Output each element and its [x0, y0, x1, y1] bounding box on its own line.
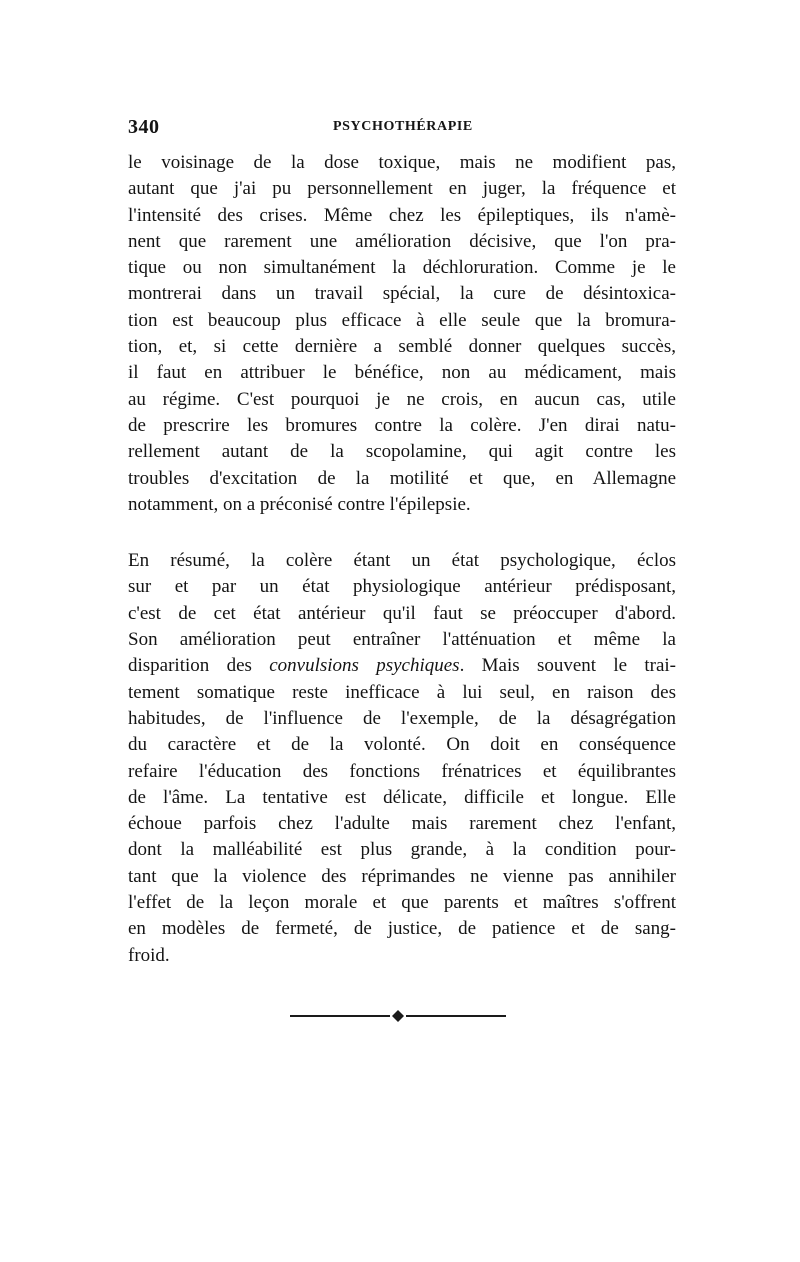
- text-line: l'effet de la leçon morale et que parents et maîtres s'offrent: [128, 892, 676, 914]
- text-line: il faut en attribuer le bénéfice, non au médicament, mais: [128, 362, 676, 384]
- page-number: 340: [128, 116, 160, 138]
- text-line: nent que rarement une amélioration décisive, que l'on pra-: [128, 230, 676, 252]
- text-line: de prescrire les bromures contre la colère. J'en dirai natu-: [128, 414, 676, 436]
- text-line: habitudes, de l'influence de l'exemple, de la désagrégation: [128, 707, 676, 729]
- tailpiece-rule-right: [406, 1015, 506, 1017]
- text-line: tant que la violence des réprimandes ne vienne pas annihiler: [128, 865, 676, 887]
- text-line: échoue parfois chez l'adulte mais rarement chez l'enfant,: [128, 813, 676, 835]
- text-line: troubles d'excitation de la motilité et que, en Allemagne: [128, 467, 676, 489]
- paragraph: [128, 150, 676, 518]
- body-text: [128, 150, 676, 969]
- text-line: autant que j'ai pu personnellement en juger, la fréquence et: [128, 178, 676, 200]
- text-line: de l'âme. La tentative est délicate, difficile et longue. Elle: [128, 786, 676, 808]
- text-line: refaire l'éducation des fonctions frénatrices et équilibrantes: [128, 760, 676, 782]
- paragraph: [128, 548, 676, 969]
- text-line: c'est de cet état antérieur qu'il faut se préoccuper d'abord.: [128, 602, 676, 624]
- text-line: au régime. C'est pourquoi je ne crois, en aucun cas, utile: [128, 388, 676, 410]
- text-line: En résumé, la colère étant un état psychologique, éclos: [128, 550, 676, 572]
- text-line: tion, et, si cette dernière a semblé donner quelques succès,: [128, 336, 676, 358]
- text-line: tique ou non simultanément la déchloruration. Comme je le: [128, 257, 676, 279]
- text-line: du caractère et de la volonté. On doit en conséquence: [128, 734, 676, 756]
- text-line: l'intensité des crises. Même chez les épileptiques, ils n'amè-: [128, 204, 676, 226]
- text-segment: . Mais souvent le trai-: [459, 655, 677, 677]
- tailpiece: [290, 1010, 506, 1022]
- text-line: sur et par un état physiologique antérieur prédisposant,: [128, 576, 676, 598]
- text-line: tement somatique reste inefficace à lui seul, en raison des: [128, 681, 676, 703]
- diamond-ornament-icon: [392, 1010, 404, 1022]
- tailpiece-rule-left: [290, 1015, 390, 1017]
- text-line: le voisinage de la dose toxique, mais ne modifient pas,: [128, 152, 676, 173]
- paragraph-gap: [128, 518, 676, 548]
- text-line: en modèles de fermeté, de justice, de patience et de sang-: [128, 918, 676, 940]
- text-line: dont la malléabilité est plus grande, à la condition pour-: [128, 839, 676, 861]
- text-line: [128, 653, 676, 679]
- text-line: Son amélioration peut entraîner l'atténuation et même la: [128, 629, 676, 651]
- text-line: froid.: [128, 944, 170, 966]
- running-title: PSYCHOTHÉRAPIE: [333, 119, 473, 134]
- italic-phrase: convulsions psychiques: [269, 655, 460, 677]
- text-line: rellement autant de la scopolamine, qui agit contre les: [128, 441, 676, 463]
- text-line: montrerai dans un travail spécial, la cure de désintoxica-: [128, 283, 676, 305]
- text-line: notamment, on a préconisé contre l'épilepsie.: [128, 493, 471, 515]
- text-line: tion est beaucoup plus efficace à elle seule que la bromura-: [128, 309, 676, 331]
- running-head: [128, 116, 676, 140]
- text-segment: disparition des: [128, 655, 270, 677]
